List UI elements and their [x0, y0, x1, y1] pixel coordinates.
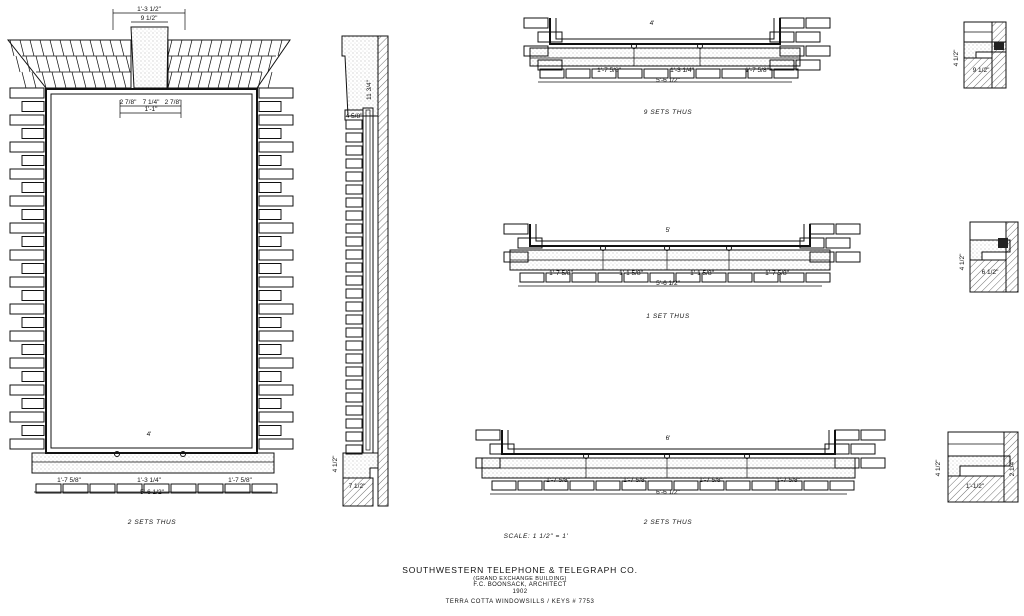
dim-large-sill-a: 1'-7 5/8"	[57, 477, 81, 484]
sill-elevation-6ft	[476, 430, 885, 494]
note-sill2-sets: 1 SET THUS	[646, 313, 690, 320]
sill-section-detail-2	[959, 222, 1018, 292]
brick-jamb-right	[259, 88, 293, 449]
dim-sill3-b: 1'-7 5/8"	[623, 477, 647, 484]
dim-sill2-overall: 5'-6 1/2"	[656, 280, 680, 287]
dim-sill1-c: 1'-7 5/8"	[745, 67, 769, 74]
dim-sill3-d: 1'-7 5/8"	[776, 477, 800, 484]
title-company: SOUTHWESTERN TELEPHONE & TELEGRAPH CO.	[402, 565, 638, 575]
dim-key-sub-right: 2 7/8"	[164, 99, 182, 106]
dim-key-width: 9 1/2"	[140, 15, 158, 22]
dim-sill1-width: 4'	[649, 20, 655, 27]
title-year: 1902	[512, 588, 528, 595]
dim-sill2-d: 1'-7 5/8"	[765, 270, 789, 277]
dim-sill1-a: 1'-7 5/8"	[597, 67, 621, 74]
dim-sill3-c: 1'-7 5/8"	[699, 477, 723, 484]
window-opening	[46, 89, 257, 453]
dim-large-sill-b: 1'-3 1/4"	[137, 477, 161, 484]
dim-det2-w: 6 1/2"	[981, 269, 999, 276]
dim-sec-sill-h: 4 1/2"	[332, 455, 339, 473]
keystone	[131, 27, 168, 88]
title-building: (GRAND EXCHANGE BUILDING)	[473, 575, 567, 582]
title-architect: F.C. BOONSACK, ARCHITECT	[473, 582, 567, 589]
title-drawing: TERRA COTTA WINDOWSILLS / KEYS # 7753	[445, 598, 595, 605]
dim-sec-sill-w: 7 1/2"	[348, 483, 366, 490]
dim-sill2-width: 5'	[665, 227, 671, 234]
dim-key-sub-left: 2 7/8"	[119, 99, 137, 106]
note-scale: SCALE: 1 1/2" = 1'	[503, 533, 569, 540]
dim-key-top: 1'-3 1/2"	[137, 6, 161, 13]
sill-section-detail-3	[935, 432, 1018, 502]
dim-large-overall: 5'-6 1/2"	[140, 489, 164, 496]
dim-large-sill-c: 1'-7 5/8"	[228, 477, 252, 484]
dim-det2-h: 4 1/2"	[959, 253, 966, 271]
dim-sill3-a: 1'-7 5/8"	[546, 477, 570, 484]
dim-sill3-width: 6'	[665, 435, 671, 442]
dim-sill3-overall: 6'-6 1/2"	[656, 489, 680, 496]
dim-sec-side: 11 3/4"	[366, 80, 373, 100]
title-block	[380, 566, 660, 606]
large-sill	[32, 453, 274, 473]
dim-sec-head: 4 5/8"	[345, 113, 363, 120]
dim-det1-w: 9 1/2"	[972, 67, 990, 74]
dim-det1-h: 4 1/2"	[953, 49, 960, 67]
section-brick-courses	[346, 120, 362, 454]
dim-sill1-overall: 5'-6 1/2"	[656, 77, 680, 84]
note-large-sets: 2 SETS THUS	[127, 519, 177, 526]
dim-large-opening: 4'	[146, 431, 152, 438]
dim-sill2-c: 1'-1 5/8"	[690, 270, 714, 277]
dim-sill2-a: 1'-7 5/8"	[549, 270, 573, 277]
note-sill3-sets: 2 SETS THUS	[643, 519, 693, 526]
sill-section-detail-1	[953, 22, 1006, 88]
dim-det3-h: 4 1/2"	[935, 459, 942, 477]
note-sill1-sets: 9 SETS THUS	[643, 109, 693, 116]
dim-sill2-b: 1'-1 5/8"	[619, 270, 643, 277]
dim-det3-w: 1'-1/2"	[965, 483, 985, 490]
dim-key-sub-mid: 7 1/4"	[142, 99, 160, 106]
dim-det3-side: 2 1/4"	[1009, 459, 1016, 477]
brick-jamb-left	[10, 88, 44, 449]
wall-section	[332, 36, 388, 506]
dim-sill1-b: 1'-3 1/4"	[670, 67, 694, 74]
dim-key-total: 1'-1"	[144, 106, 158, 113]
window-elevation-large	[8, 6, 293, 526]
